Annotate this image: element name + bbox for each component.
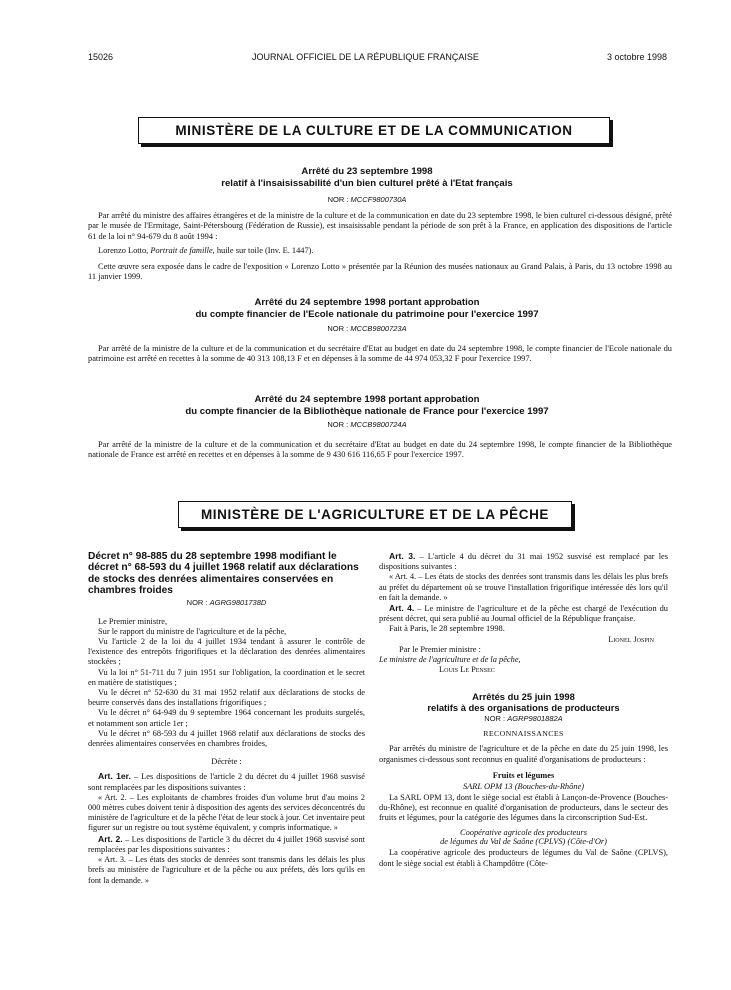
opm-paragraph: La SARL OPM 13, dont le siège social est établi à Lançon-de-Provence (Bouches-du-Rhône), est reconnue en qualité d'organisation de producteurs, dans le secteur des fruits et légumes, pour la catégorie des légumes dans la circonscription Sud-Est.: [379, 792, 668, 823]
arrete1-paragraph-1: Par arrêté du ministre des affaires étrangères et de la ministre de la culture et de la communication en date du 23 septembre 1998, le bien culturel ci-dessous désigné, prêté par le musée de l'Ermitage, Saint-Pétersbourg (Fédération de Russie), est insaisissable pendant la période de son prêt à la France, en application des dispositions de l'article 61 de la loi n° 94-679 du 8 août 1994 :: [88, 211, 672, 241]
decret-article-1-quote: « Art. 2. – Les exploitants de chambres froides d'un volume brut d'au moins 2 000 mètres cubes doivent tenir à disposition des agents des services déconcentrés du ministère de l'agriculture et de la pêche l'état de leur stock à jour. Cet inventaire peut figurer sur un registre ou tout système équivalent, y compris informatique. »: [88, 792, 365, 833]
decret-visa: Vu le décret n° 52-630 du 31 mai 1952 relatif aux déclarations de stocks de beurre conservés dans des installations frigorifiques ;: [88, 688, 365, 708]
signatory-name: Lionel Jospin: [608, 634, 654, 644]
minister-role: Le ministre de l'agriculture et de la pêche,: [379, 655, 521, 665]
arrete3-nor: NOR : MCCB9800724A: [327, 420, 407, 429]
decret-fait: Fait à Paris, le 28 septembre 1998.: [389, 624, 505, 634]
page-number: 15026: [88, 52, 114, 62]
arrete3-title: Arrêté du 24 septembre 1998 portant approbation du compte financier de la Bibliothèque nationale de France pour l'exercice 1997: [185, 394, 549, 417]
decret-article-1: Art. 1er. – Les dispositions de l'article 2 du décret du 4 juillet 1968 susvisé sont remplacées par les dispositions suivantes :: [88, 771, 365, 792]
issue-date: 3 octobre 1998: [606, 52, 667, 62]
opm-heading: SARL OPM 13 (Bouches-du-Rhône): [462, 781, 585, 791]
arrete3-paragraph-1: Par arrêté de la ministre de la culture et de la communication et du secrétaire d'Etat au budget en date du 24 septembre 1998, le compte financier de la Bibliothèque nationale de France est arrêté en recettes et en dépenses à la somme de 9 430 616 116,65 F pour l'exercice 1997.: [88, 440, 672, 460]
reconnaissances-heading: RECONNAISSANCES: [483, 729, 564, 739]
decret-title: Décret n° 98-885 du 28 septembre 1998 modifiant le décret n° 68-593 du 4 juillet 1968 relatif aux déclarations de stocks des denrées alimentaires conservées en chambres froides: [88, 551, 359, 597]
decret-column: [88, 551, 365, 886]
arretes-paragraph-1: Par arrêtés du ministre de l'agriculture et de la pêche en date du 25 juin 1998, les organismes ci-dessous sont reconnus en qualité d'organisations de producteurs :: [379, 744, 668, 764]
decret-article-3-quote: « Art. 4. – Les états de stocks des denrées sont transmis dans les délais les plus brefs au préfet du département où se trouve l'installation frigorifique intéressée dès lors qu'il en fait la demande. »: [379, 572, 668, 602]
arrete1-paragraph-3: Cette œuvre sera exposée dans le cadre de l'exposition « Lorenzo Lotto » présentée par la Réunion des musées nationaux au Grand Palais, à Paris, du 13 octobre 1998 au 11 janvier 1999.: [88, 262, 672, 282]
arrete1-paragraph-2: Lorenzo Lotto, Portrait de famille, huile sur toile (Inv. E. 1447).: [98, 246, 314, 255]
coop-heading-2: de légumes du Val de Saône (CPLVS) (Côte-d'Or): [440, 837, 607, 847]
decret-visa: Vu le décret n° 68-593 du 4 juillet 1968 relatif aux déclarations de stocks des denrées alimentaires conservées en chambres froides,: [88, 728, 365, 749]
arrete1-title: Arrêté du 23 septembre 1998 relatif à l'insaisissabilité d'un bien culturel prêté à l'Etat français: [221, 166, 513, 189]
decret-visa: Le Premier ministre,: [98, 616, 168, 626]
ministry-agriculture-heading: MINISTÈRE DE L'AGRICULTURE ET DE LA PÊCHE: [178, 501, 572, 528]
decret-visa: Vu l'article 2 de la loi du 4 juillet 1934 tendant à assurer le contrôle de l'existence des entrepôts frigorifiques et la déclaration des denrées alimentaires stockées ;: [88, 637, 365, 667]
decret-article-3: Art. 3. – L'article 4 du décret du 31 mai 1952 susvisé est remplacé par les dispositions suivantes :: [379, 551, 669, 572]
journal-title: JOURNAL OFFICIEL DE LA RÉPUBLIQUE FRANÇAISE: [252, 52, 479, 62]
arrete2-nor: NOR : MCCB9800723A: [327, 324, 407, 333]
decret-article-2: Art. 2. – Les dispositions de l'article 3 du décret du 4 juillet 1968 susvisé sont remplacées par les dispositions suivantes :: [88, 833, 365, 854]
right-column: [379, 551, 668, 869]
arretes-nor: NOR : AGRP9801882A: [484, 714, 563, 724]
par-le-premier-ministre: Par le Premier ministre :: [399, 644, 481, 654]
decret-decrete: Décrète :: [211, 757, 242, 767]
arretes-title: Arrêtés du 25 juin 1998 relatifs à des organisations de producteurs: [427, 691, 620, 714]
coop-paragraph: La coopérative agricole des producteurs de légumes du Val de Saône (CPLVS), dont le siège social est établi à Champdôtre (Côte-: [379, 848, 668, 868]
ministry-culture-heading: MINISTÈRE DE LA CULTURE ET DE LA COMMUNICATION: [138, 117, 610, 144]
decret-visa: Vu le décret n° 64-949 du 9 septembre 1964 concernant les produits surgelés, et notamment son article 1er ;: [88, 708, 365, 728]
decret-article-2-quote: « Art. 3. – Les états des stocks de denrées sont transmis dans les délais les plus brefs au ministère de l'agriculture et de la pêche ou aux préfets, dès lors qu'ils en font la demande. »: [88, 855, 365, 885]
decret-visa: Vu la loi n° 51-711 du 7 juin 1951 sur l'obligation, la coordination et le secret en matière de statistiques ;: [88, 667, 365, 687]
arrete2-paragraph-1: Par arrêté de la ministre de la culture et de la communication et du secrétaire d'Etat au budget en date du 24 septembre 1998, le compte financier de l'Ecole nationale du patrimoine est arrêté en recettes à la somme de 40 313 108,13 F et en dépenses à la somme de 44 974 053,32 F pour l'exercice 1997.: [88, 344, 672, 364]
decret-article-4: Art. 4. – Le ministre de l'agriculture et de la pêche est chargé de l'exécution du présent décret, qui sera publié au Journal officiel de la République française.: [379, 603, 668, 624]
decret-nor: NOR : AGRG9801738D: [186, 597, 267, 607]
coop-heading-1: Coopérative agricole des producteurs: [460, 828, 587, 838]
arrete1-nor: NOR : MCCF9800730A: [327, 195, 407, 204]
fruits-heading: Fruits et légumes: [492, 770, 555, 780]
arrete2-title: Arrêté du 24 septembre 1998 portant approbation du compte financier de l'Ecole nationale du patrimoine pour l'exercice 1997: [195, 297, 539, 320]
minister-name: Louis Le Pensec: [439, 665, 495, 675]
decret-visa: Sur le rapport du ministre de l'agriculture et de la pêche,: [98, 626, 287, 636]
